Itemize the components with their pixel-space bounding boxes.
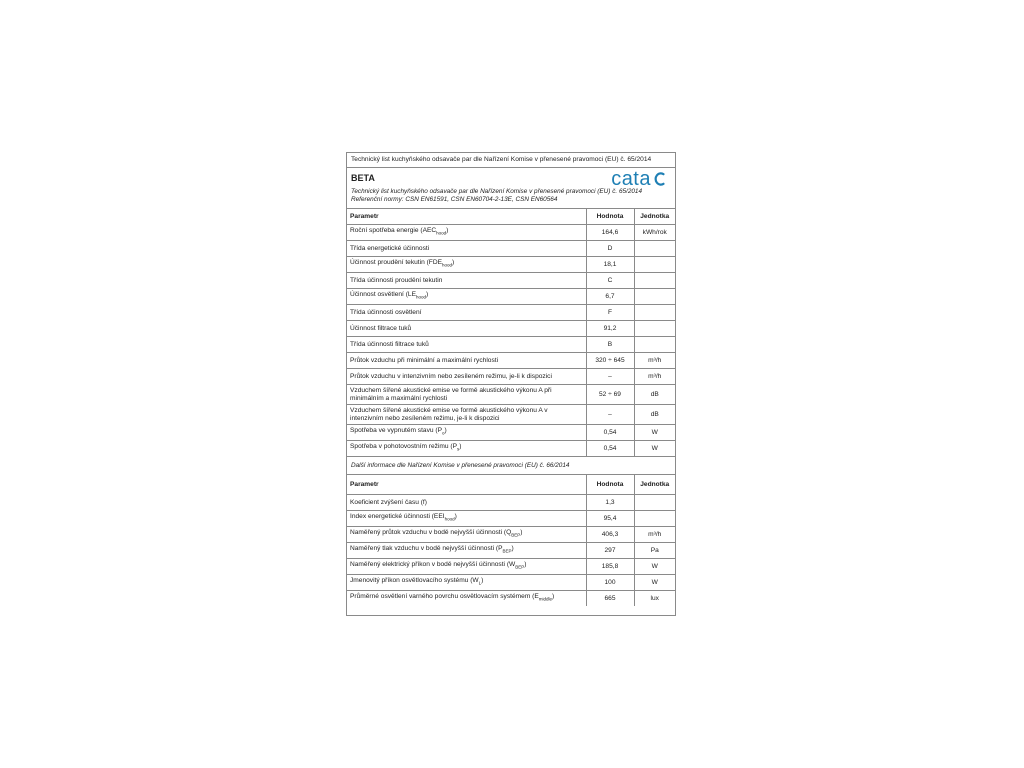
param-cell [347, 273, 586, 289]
table-row [347, 527, 675, 543]
param-label: Třída účinnosti proudění tekutin [350, 276, 443, 284]
param-label-end: ) [520, 529, 523, 537]
table-row [347, 321, 675, 337]
table-row [347, 225, 675, 241]
unit-cell [634, 273, 675, 289]
unit-cell [634, 257, 675, 273]
value-cell: F [586, 305, 634, 321]
value-cell: 0,54 [586, 425, 634, 441]
value-cell: 164,6 [586, 225, 634, 241]
table-row [347, 305, 675, 321]
param-label-end: ) [426, 291, 429, 299]
unit-cell: dB [634, 385, 675, 405]
additional-parameters-table [347, 475, 675, 606]
unit-cell [634, 511, 675, 527]
table-row [347, 575, 675, 591]
unit-cell: lux [650, 594, 659, 602]
param-label-end: ) [481, 577, 484, 585]
value-cell: 320 ÷ 645 [586, 353, 634, 369]
param-cell [347, 543, 586, 559]
param-label: Účinnost filtrace tuků [350, 324, 412, 332]
param-label: Koeficient zvýšení času (f) [350, 498, 427, 506]
param-label: Účinnost osvětlení (LE [350, 291, 416, 299]
unit-cell: W [634, 441, 675, 457]
unit-cell: m³/h [634, 527, 675, 543]
param-label: Spotřeba ve vypnutém stavu (P [350, 427, 442, 435]
param-label-end: ) [454, 513, 457, 521]
table-row [347, 241, 675, 257]
table-row [347, 385, 675, 405]
logo-wordmark: cata [611, 168, 651, 190]
unit-cell: m³/h [634, 353, 675, 369]
col-header-parametr: Parametr [347, 475, 586, 495]
param-subscript: hood [442, 262, 453, 268]
value-cell: 665 [586, 591, 634, 607]
unit-cell: Pa [634, 543, 675, 559]
table-row [347, 337, 675, 353]
table-row [347, 559, 675, 575]
param-subscript: o [442, 430, 445, 436]
table-row [347, 511, 675, 527]
table-row [347, 543, 675, 559]
param-cell [347, 425, 586, 441]
param-label: Vzduchem šířené akustické emise ve formě akustického výkonu A při minimálním a maximální rychlosti [350, 386, 552, 402]
unit-cell [634, 305, 675, 321]
param-cell [347, 289, 586, 305]
param-label: Naměřený elektrický příkon v bodě nejvyšší účinnosti (W [350, 561, 516, 569]
param-cell [347, 441, 586, 457]
param-cell [347, 305, 586, 321]
param-cell [347, 405, 586, 425]
col-header-hodnota: Hodnota [586, 209, 634, 225]
param-label: Naměřený tlak vzduchu v bodě nejvyšší účinnosti (P [350, 545, 503, 553]
unit-cell: W [634, 559, 675, 575]
table-row [347, 273, 675, 289]
cata-logo [611, 169, 667, 189]
param-subscript: BEP [502, 548, 512, 554]
table-row [347, 405, 675, 425]
reference-subtitle: Technický list kuchyňského odsavače par dle Nařízení Komise v přenesené pravomoci (EU) č. 65/2014 [351, 188, 643, 195]
param-label: Jmenovitý příkon osvětlovacího systému (W [350, 577, 479, 585]
col-header-jednotka: Jednotka [634, 209, 675, 225]
value-cell: C [586, 273, 634, 289]
unit-cell [634, 337, 675, 353]
param-label: Třída účinnosti filtrace tuků [350, 340, 429, 348]
param-cell [347, 225, 586, 241]
reference-block [347, 188, 675, 209]
param-label: Třída energetické účinnosti [350, 244, 430, 252]
param-cell [347, 385, 586, 405]
param-cell [347, 495, 586, 511]
param-label-end: ) [444, 427, 447, 435]
value-cell: 0,54 [586, 441, 634, 457]
param-cell [347, 591, 586, 607]
param-subscript: hood [436, 230, 447, 236]
value-cell: B [586, 337, 634, 353]
param-subscript: L [478, 580, 482, 586]
table-row [347, 289, 675, 305]
value-cell: 95,4 [586, 511, 634, 527]
technical-data-sheet [346, 152, 676, 616]
param-cell [347, 241, 586, 257]
reference-norms: Referenční normy: ČSN EN61591, ČSN EN60704-2-13E, ČSN EN60564 [351, 196, 558, 203]
unit-cell [634, 321, 675, 337]
param-subscript: BEP [511, 532, 521, 538]
param-cell [347, 575, 586, 591]
table-row [347, 353, 675, 369]
value-cell: 406,3 [586, 527, 634, 543]
section2-title: Další informace dle Nařízení Komise v přenesené pravomoci (EU) č. 66/2014 [347, 457, 675, 475]
param-label: Průtok vzduchu při minimální a maximální rychlosti [350, 356, 499, 364]
param-cell [347, 559, 586, 575]
table-row [347, 257, 675, 273]
param-cell [347, 337, 586, 353]
unit-cell: kWh/rok [634, 225, 675, 241]
param-cell [347, 257, 586, 273]
param-label: Naměřený průtok vzduchu v bodě nejvyšší účinnosti (Q [350, 529, 512, 537]
table-header-row [347, 209, 675, 225]
param-label: Třída účinnosti osvětlení [350, 308, 422, 316]
value-cell: 91,2 [586, 321, 634, 337]
table-row [347, 369, 675, 385]
value-cell: 52 ÷ 69 [586, 385, 634, 405]
param-subscript: middle [538, 596, 552, 602]
param-subscript: s [457, 446, 460, 452]
unit-cell [634, 241, 675, 257]
param-label: Průtok vzduchu v intenzivním nebo zesíleném režimu, je-li k dispozici [350, 372, 552, 380]
col-header-jednotka: Jednotka [634, 475, 675, 495]
param-subscript: hood [415, 294, 426, 300]
param-label: Roční spotřeba energie (AEC [350, 227, 437, 235]
param-label: Průměrné osvětlení varného povrchu osvětlovacím systémem (E [350, 593, 539, 601]
param-subscript: BEP [515, 564, 525, 570]
param-cell [347, 511, 586, 527]
param-cell [347, 369, 586, 385]
param-label-end: ) [511, 545, 514, 553]
param-subscript: hood [444, 516, 455, 522]
param-label: Index energetické účinnosti (EEI [350, 513, 445, 521]
unit-cell [634, 495, 675, 511]
unit-cell: dB [634, 405, 675, 425]
table-header-row [347, 475, 675, 495]
unit-cell [634, 289, 675, 305]
unit-cell: m³/h [634, 369, 675, 385]
value-cell: D [586, 241, 634, 257]
value-cell: 6,7 [586, 289, 634, 305]
value-cell: 1,3 [586, 495, 634, 511]
table-row [347, 591, 675, 607]
param-label: Účinnost proudění tekutin (FDE [350, 259, 442, 267]
value-cell: 297 [586, 543, 634, 559]
value-cell: 185,8 [586, 559, 634, 575]
param-label: Spotřeba v pohotovostním režimu (P [350, 443, 458, 451]
table-row [347, 441, 675, 457]
table-row [347, 495, 675, 511]
value-cell: – [586, 405, 634, 425]
param-cell [347, 527, 586, 543]
energy-parameters-table [347, 209, 675, 457]
col-header-parametr: Parametr [347, 209, 586, 225]
model-row [347, 168, 675, 188]
param-label-end: ) [452, 259, 455, 267]
param-cell [347, 321, 586, 337]
logo-mark-icon [653, 171, 667, 187]
param-label: Vzduchem šířené akustické emise ve formě akustického výkonu A v intenzivním nebo zesíleném režimu, je-li k dispozici [350, 406, 548, 422]
param-label-end: ) [446, 227, 449, 235]
sheet-top-title: Technický list kuchyňského odsavače par dle Nařízení Komise v přenesené pravomoci (EU) č. 65/2014 [347, 153, 675, 168]
table-row [347, 425, 675, 441]
param-cell [347, 353, 586, 369]
model-name: BETA [351, 173, 375, 183]
unit-cell: W [634, 425, 675, 441]
value-cell: 100 [586, 575, 634, 591]
param-label-end: ) [552, 593, 555, 601]
value-cell: 18,1 [586, 257, 634, 273]
param-label-end: ) [459, 443, 462, 451]
param-label-end: ) [524, 561, 527, 569]
value-cell: – [586, 369, 634, 385]
unit-cell: W [634, 575, 675, 591]
col-header-hodnota: Hodnota [586, 475, 634, 495]
